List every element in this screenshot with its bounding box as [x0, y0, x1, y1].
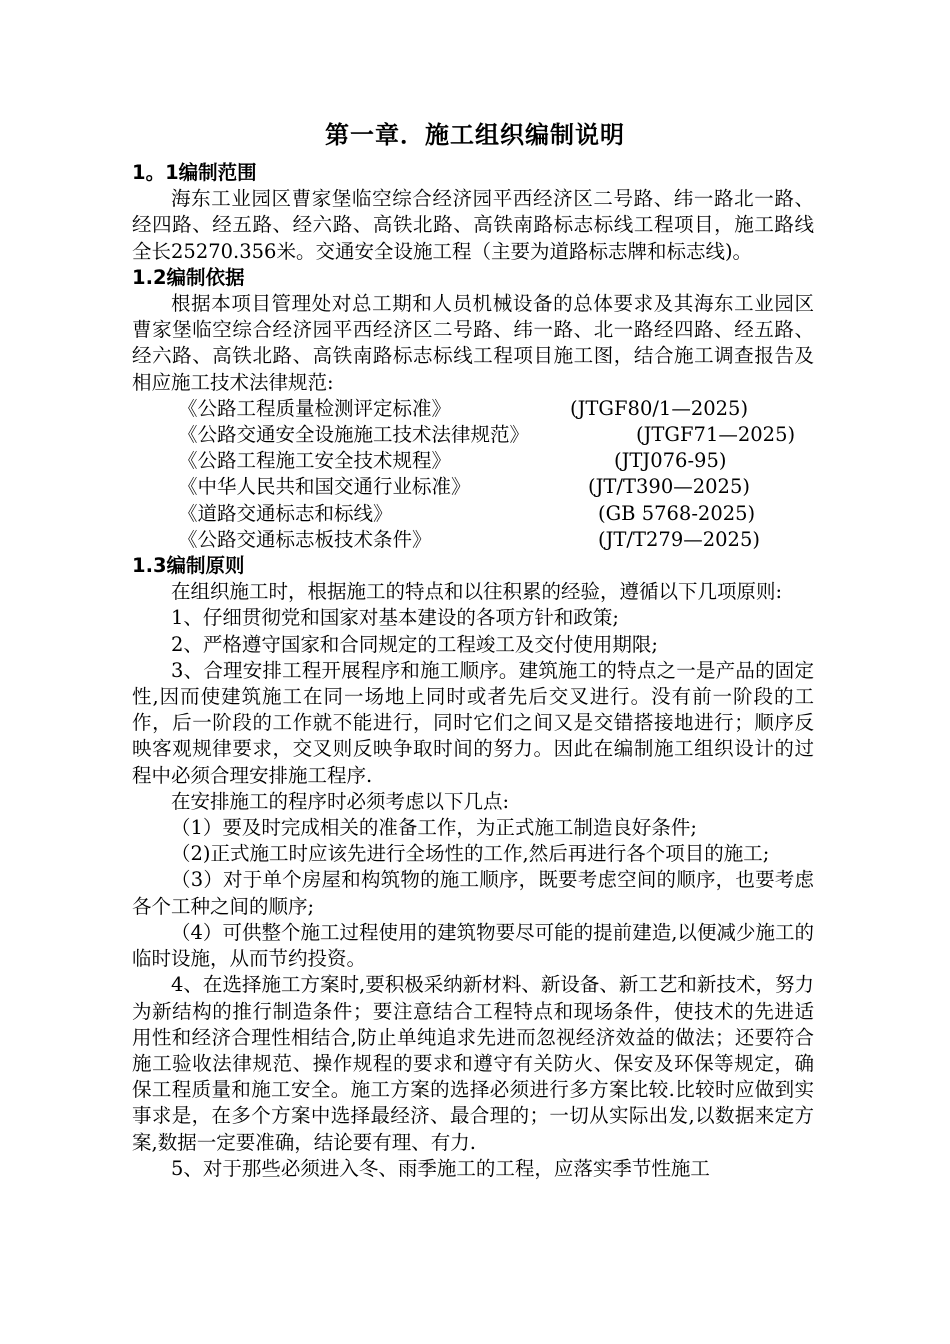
standard-name: 《中华人民共和国交通行业标准》 — [178, 475, 471, 499]
standard-code: (JTJ076-95) — [614, 449, 727, 473]
standard-code: (JTGF80/1—2025) — [570, 396, 749, 420]
standard-item — [132, 501, 814, 527]
standard-code: (JT/T390—2025) — [588, 475, 750, 499]
document-body — [132, 160, 814, 1182]
paragraph-basis: 根据本项目管理处对总工期和人员机械设备的总体要求及其海东工业园区曹家堡临空综合经济园平西经济区二号路、纬一路、北一路经四路、经五路、经六路、高铁北路、高铁南路标志标线工程项目施工图，结合施工调查报告及相应施工技术法律规范: — [132, 292, 814, 394]
standard-name: 《公路交通标志板技术条件》 — [178, 527, 432, 551]
sub-list-item: （1）要及时完成相关的准备工作，为正式施工制造良好条件; — [171, 816, 697, 840]
standard-code: (GB 5768-2025) — [598, 501, 756, 525]
list-item: 5、对于那些必须进入冬、雨季施工的工程，应落实季节性施工 — [171, 1156, 710, 1180]
list-item: 4、在选择施工方案时,要积极采纳新材料、新设备、新工艺和新技术，努力为新结构的推行制造条件；要注意结合工程特点和现场条件，使技术的先进适用性和经济合理性相结合,防止单纯追求先进而忽视经济效益的做法；还要符合施工验收法律规范、操作规程的要求和遵守有关防火、保安及环保等规定，确保工程质量和施工安全。施工方案的选择必须进行多方案比较.比较时应做到实事求是，在多个方案中选择最经济、最合理的；一切从实际出发,以数据来定方案,数据一定要准确，结论要有理、有力. — [132, 973, 814, 1154]
sub-list-item: （4）可供整个施工过程使用的建筑物要尽可能的提前建造,以便减少施工的临时设施，从而节约投资。 — [132, 920, 814, 971]
standard-name: 《公路交通安全设施施工技术法律规范》 — [178, 423, 530, 447]
paragraph: 在组织施工时，根据施工的特点和以往积累的经验，遵循以下几项原则: — [171, 580, 783, 604]
standard-item — [132, 396, 814, 422]
standard-item — [132, 474, 814, 500]
standard-name: 《公路工程施工安全技术规程》 — [178, 449, 452, 473]
standard-item — [132, 527, 814, 553]
list-item: 2、严格遵守国家和合同规定的工程竣工及交付使用期限; — [171, 632, 658, 656]
paragraph: 在安排施工的程序时必须考虑以下几点: — [171, 789, 510, 813]
list-item: 3、合理安排工程开展程序和施工顺序。建筑施工的特点之一是产品的固定性,因而使建筑施工在同一场地上同时或者先后交叉进行。没有前一阶段的工作，后一阶段的工作就不能进行，同时它们之间又是交错搭接地进行；顺序反映客观规律要求，交叉则反映争取时间的努力。因此在编制施工组织设计的过程中必须合理安排施工程序. — [132, 658, 814, 787]
section-heading-scope: 1。1编制范围 — [132, 161, 257, 184]
standard-code: (JT/T279—2025) — [598, 527, 760, 551]
section-heading-basis: 1.2编制依据 — [132, 265, 245, 289]
section-heading-principles: 1.3编制原则 — [132, 554, 245, 578]
paragraph-scope: 海东工业园区曹家堡临空综合经济园平西经济区二号路、纬一路北一路、经四路、经五路、经六路、高铁北路、高铁南路标志标线工程项目，施工路线全长25270.356米。交通安全设施工程（主要为道路标志牌和标志线)。 — [132, 187, 814, 263]
chapter-title: 第一章．施工组织编制说明 — [325, 121, 625, 149]
standard-code: (JTGF71—2025) — [636, 423, 796, 447]
standard-name: 《道路交通标志和标线》 — [178, 501, 393, 525]
standard-item — [132, 448, 814, 474]
sub-list-item: （3）对于单个房屋和构筑物的施工顺序，既要考虑空间的顺序，也要考虑各个工种之间的顺序; — [132, 868, 814, 918]
standard-name: 《公路工程质量检测评定标准》 — [178, 396, 452, 420]
standard-item — [132, 422, 814, 448]
sub-list-item: （2)正式施工时应该先进行全场性的工作,然后再进行各个项目的施工; — [171, 842, 770, 866]
list-item: 1、仔细贯彻党和国家对基本建设的各项方针和政策; — [171, 606, 619, 630]
